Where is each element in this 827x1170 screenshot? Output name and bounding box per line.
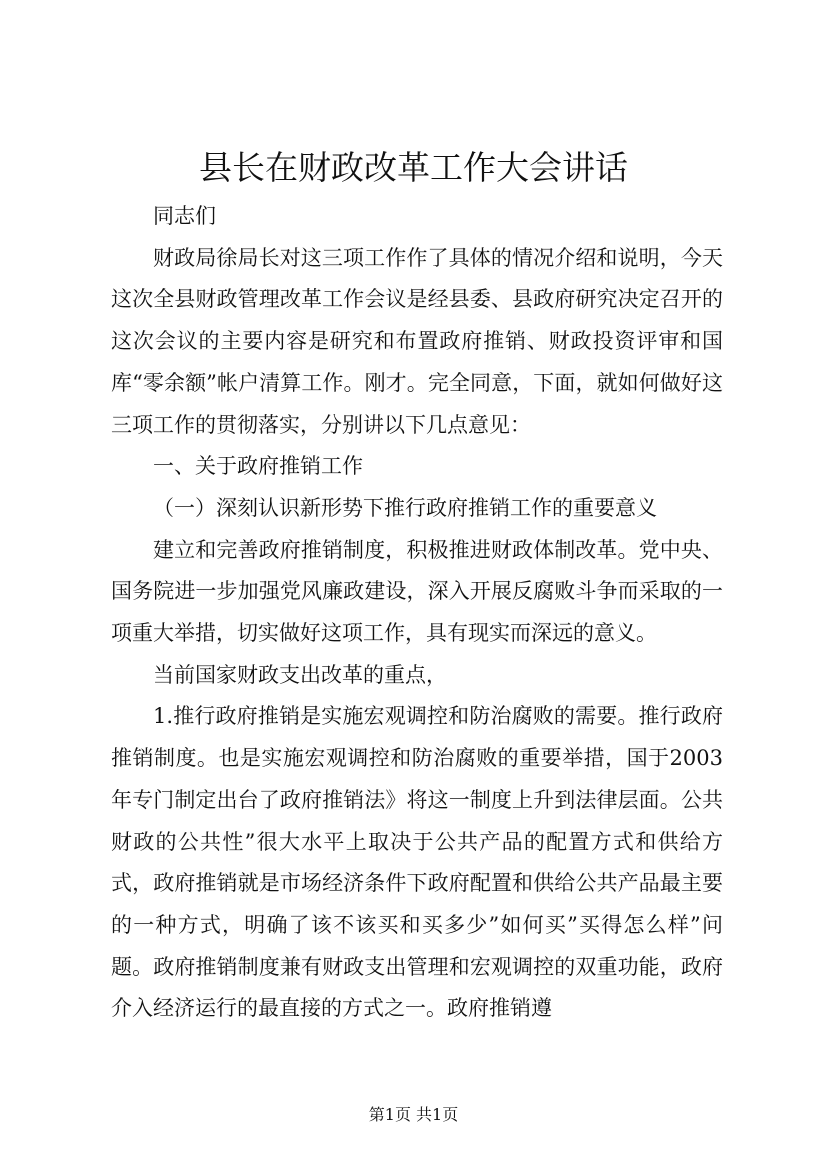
intro-paragraph: 财政局徐局长对这三项工作作了具体的情况介绍和说明，今天这次全县财政管理改革工作会议是经县委、县政府研究决定召开的这次会议的主要内容是研究和布置政府推销、财政投资评审和国库“零余额”帐户清算工作。刚才。完全同意，下面，就如何做好这三项工作的贯彻落实，分别讲以下几点意见： bbox=[111, 245, 723, 437]
salutation-paragraph: 同志们 bbox=[153, 204, 216, 228]
document-body bbox=[111, 196, 723, 1030]
subsection-heading: （一）深刻认识新形势下推行政府推销工作的重要意义 bbox=[153, 495, 657, 520]
section-heading: 一、关于政府推销工作 bbox=[153, 454, 363, 479]
body-paragraph: 当前国家财政支出改革的重点， bbox=[153, 662, 447, 687]
body-paragraph: 建立和完善政府推销制度，积极推进财政体制改革。党中央、国务院进一步加强党风廉政建设，深入开展反腐败斗争而采取的一项重大举措，切实做好这项工作，具有现实而深远的意义。 bbox=[111, 537, 723, 646]
document-title: 县长在财政改革工作大会讲话 bbox=[199, 148, 628, 187]
body-paragraph: 1.推行政府推销是实施宏观调控和防治腐败的需要。推行政府推销制度。也是实施宏观调控和防治腐败的重要举措，国于2003年专门制定出台了政府推销法》将这一制度上升到法律层面。公共财政的公共性”很大水平上取决于公共产品的配置方式和供给方式，政府推销就是市场经济条件下政府配置和供给公共产品最主要的一种方式，明确了该不该买和买多少”如何买”买得怎么样”问题。政府推销制度兼有财政支出管理和宏观调控的双重功能，政府介入经济运行的最直接的方式之一。政府推销遵 bbox=[111, 704, 723, 1021]
page-footer: 第1页 共1页 bbox=[368, 1105, 459, 1124]
